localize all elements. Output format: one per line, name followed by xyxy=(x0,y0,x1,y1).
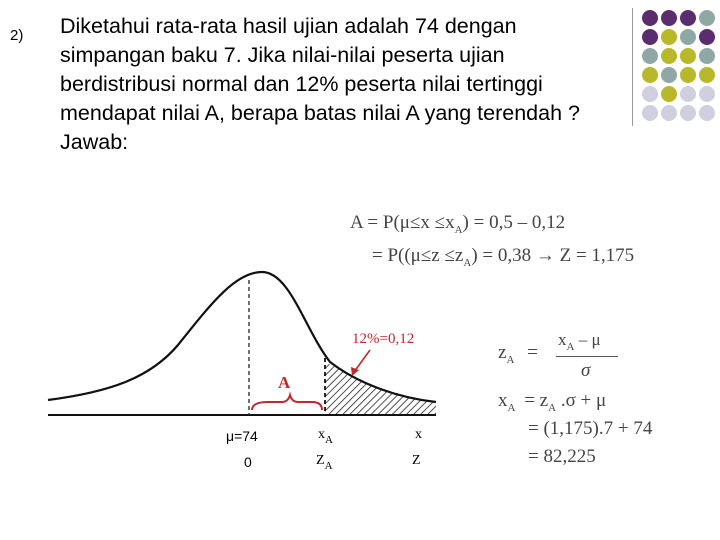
formula-2-rhs: ) = 0,38 xyxy=(471,245,536,266)
arrow-icon: → xyxy=(535,245,555,266)
xa-formula-z: = z xyxy=(524,390,549,411)
callout-arrow-head xyxy=(351,367,359,376)
numerator-sub: A xyxy=(566,341,575,353)
x-axis-label: x xyxy=(415,427,422,442)
problem-line-2: simpangan baku 7. Jika nilai-nilai peserta ujian xyxy=(60,43,505,67)
callout-arrow xyxy=(354,350,370,372)
z-axis-label: Z xyxy=(412,453,421,468)
formula-2-lhs: = P((μ≤z ≤z xyxy=(372,245,464,266)
answer-heading: Jawab: xyxy=(60,130,129,154)
formula-1-sub: A xyxy=(454,224,463,236)
mean-label: μ=74 xyxy=(226,428,258,444)
numerator-x: x xyxy=(558,330,567,349)
z-formula-lhs xyxy=(498,342,538,364)
z-formula-equals: = xyxy=(527,342,538,363)
xa-formula-x: x xyxy=(498,390,508,411)
xa-formula-rest: .σ + μ xyxy=(556,390,607,411)
problem-number: 2) xyxy=(10,27,24,44)
solution-step-3: = 82,225 xyxy=(528,446,596,467)
zero-label: 0 xyxy=(244,454,252,470)
solution-step-2: = (1,175).7 + 74 xyxy=(528,418,653,439)
za-label xyxy=(316,453,333,472)
region-a-brace xyxy=(252,395,322,410)
problem-line-1: Diketahui rata-rata hasil ujian adalah 74 dengan xyxy=(60,14,517,38)
fraction-bar xyxy=(556,356,618,357)
problem-line-3: berdistribusi normal dan 12% peserta nilai tertinggi xyxy=(60,72,543,96)
xa-label-text: x xyxy=(318,427,325,442)
xa-label-sub: A xyxy=(325,434,333,446)
z-formula-sub: A xyxy=(506,354,515,366)
upper-area-label: 12%=0,12 xyxy=(352,331,415,347)
formula-1-lhs: A = P(μ≤x ≤x xyxy=(350,212,455,233)
xa-label xyxy=(318,427,333,446)
formula-2-result: Z = 1,175 xyxy=(559,245,635,266)
z-formula-denominator: σ xyxy=(581,360,591,381)
xa-formula-z-sub: A xyxy=(548,402,557,414)
xa-formula-sub: A xyxy=(507,402,516,414)
problem-line-4: mendapat nilai A, berapa batas nilai A yang terendah ? xyxy=(60,101,580,125)
za-label-text: Z xyxy=(316,453,325,468)
za-label-sub: A xyxy=(324,460,333,472)
xa-formula xyxy=(498,390,606,412)
formula-2-sub: A xyxy=(463,257,472,269)
formula-1-rhs: ) = 0,5 – 0,12 xyxy=(462,212,566,233)
numerator-rest: – μ xyxy=(574,330,601,349)
z-formula-numerator xyxy=(558,330,601,353)
z-formula-z: z xyxy=(498,342,507,363)
region-a-label: A xyxy=(278,373,291,392)
